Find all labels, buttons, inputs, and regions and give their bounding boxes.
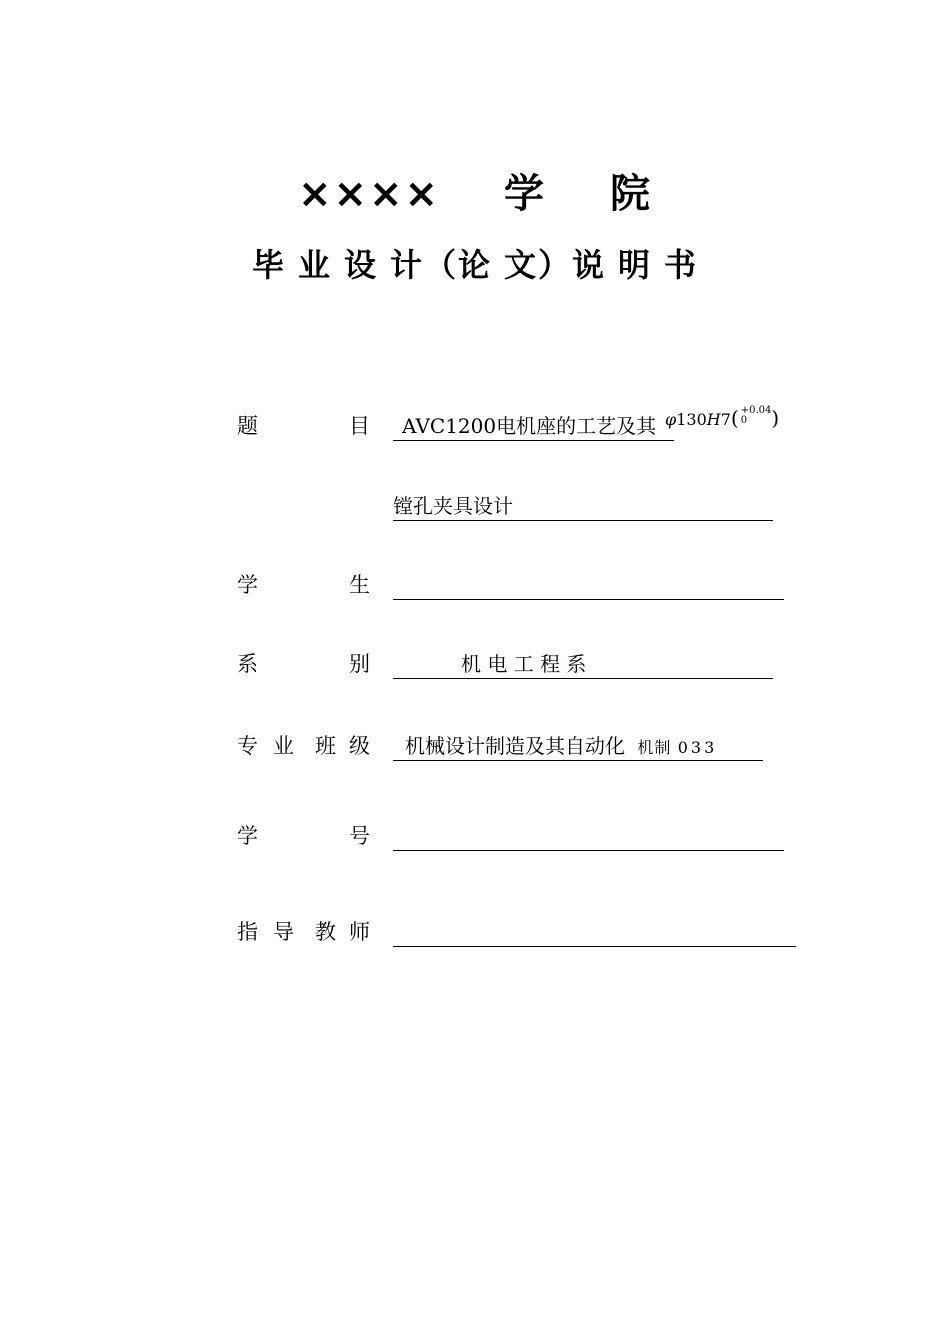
label-char: 教 [315, 920, 336, 944]
title-char: 明 [618, 246, 653, 284]
student-no-field[interactable] [393, 820, 784, 851]
department-label [237, 648, 371, 678]
label-char: 目 [349, 414, 370, 438]
fit-letter: H [706, 410, 721, 429]
title-char: 计（论 [389, 246, 492, 284]
label-char: 题 [237, 414, 258, 438]
topic-row-2 [0, 490, 950, 530]
advisor-field[interactable] [393, 916, 796, 947]
fit-tolerance: φ130H7( +0.04 0 ) [665, 405, 780, 430]
advisor-label [237, 916, 371, 946]
label-char: 专 [237, 734, 258, 758]
label-char: 指 [237, 920, 258, 944]
major-class-row [0, 730, 950, 770]
student-label [237, 569, 371, 599]
school-word-1: 学 [504, 171, 547, 217]
topic-text-2: 镗孔夹具设计 [393, 494, 513, 518]
phi-symbol: φ [665, 410, 677, 429]
topic-row [0, 405, 950, 450]
title-char: 书 [664, 246, 699, 284]
label-char: 生 [349, 573, 370, 597]
major-class-label [237, 730, 371, 760]
topic-text: AVC1200电机座的工艺及其 [402, 414, 657, 438]
class-number: 033 [677, 738, 718, 757]
label-char: 师 [349, 920, 370, 944]
department-field[interactable] [393, 648, 773, 679]
student-no-label [237, 820, 371, 850]
title-char: 文）说 [504, 246, 607, 284]
department-value: 机 电 工 程 系 [461, 652, 587, 676]
label-char: 系 [237, 652, 258, 676]
student-row [0, 569, 950, 609]
fit-grade: 7 [720, 410, 731, 429]
label-char: 号 [349, 824, 370, 848]
label-char: 学 [237, 573, 258, 597]
lower-deviation: 0 [740, 415, 748, 426]
school-mark: ×××× [297, 171, 441, 217]
student-field[interactable] [393, 569, 784, 600]
title-char: 业 [297, 246, 332, 284]
label-char: 班 [315, 734, 336, 758]
major-value: 机械设计制造及其自动化 [405, 734, 625, 758]
school-word-2: 院 [610, 171, 653, 217]
topic-value-line2 [393, 490, 773, 521]
advisor-row [0, 916, 950, 956]
label-char: 级 [349, 734, 370, 758]
department-row [0, 648, 950, 688]
label-char: 别 [349, 652, 370, 676]
class-prefix: 机制 [637, 738, 672, 757]
topic-label [237, 410, 371, 440]
label-char: 导 [273, 920, 294, 944]
title-char: 设 [343, 246, 378, 284]
major-class-field[interactable] [393, 730, 763, 761]
upper-deviation: +0.04 [740, 405, 772, 416]
label-char: 业 [273, 734, 294, 758]
document-title [0, 240, 950, 286]
dimension: 130 [676, 410, 707, 429]
topic-value-line1 [393, 410, 677, 441]
school-name [0, 162, 950, 219]
student-no-row [0, 820, 950, 860]
title-char: 毕 [251, 246, 286, 284]
label-char: 学 [237, 824, 258, 848]
